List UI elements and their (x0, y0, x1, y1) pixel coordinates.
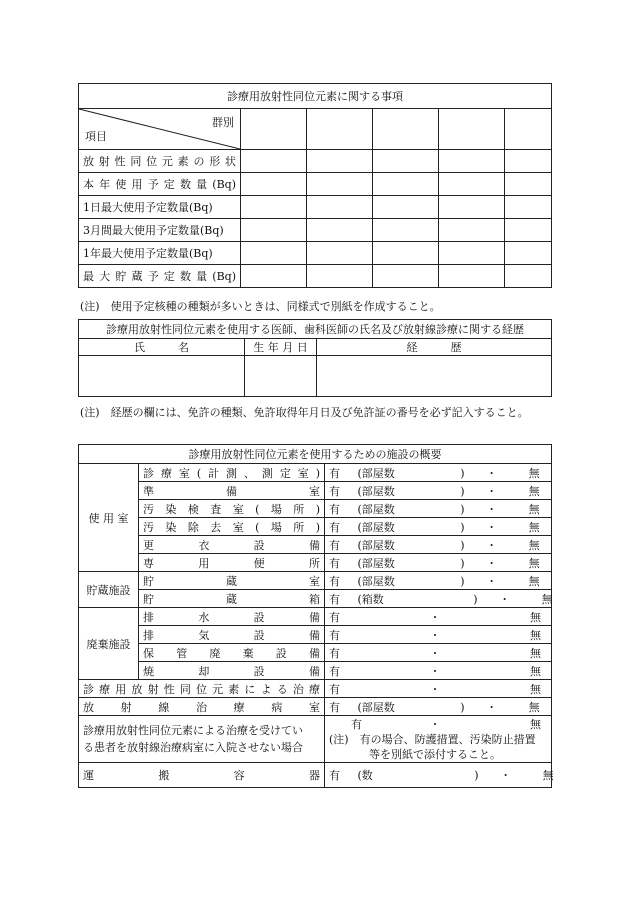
count-option[interactable]: 有 (数 ) ・ 無 (325, 763, 552, 788)
rooms-option[interactable]: 有 (部屋数 ) ・ 無 (325, 482, 552, 500)
rooms-option[interactable]: 有 (部屋数 ) ・ 無 (325, 554, 552, 572)
treatment-label: 診療用放射性同位元素による治療 (79, 680, 325, 698)
input-cell[interactable] (307, 265, 373, 288)
row-label: 1日最大使用予定数量(Bq) (79, 196, 241, 219)
header-item-label: 項目 (85, 130, 107, 143)
input-cell[interactable] (307, 196, 373, 219)
rooms-option[interactable]: 有 (部屋数 ) ・ 無 (325, 572, 552, 590)
group-use-room: 使 用 室 (79, 464, 139, 572)
input-cell[interactable] (373, 173, 439, 196)
physician-table-title: 診療用放射性同位元素を使用する医師、歯科医師の氏名及び放射線診療に関する経歴 (79, 320, 552, 339)
name-input-cell[interactable] (79, 356, 245, 397)
rooms-option[interactable]: 有 (部屋数 ) ・ 無 (325, 500, 552, 518)
note-2: (注) 経歴の欄には、免許の種類、免許取得年月日及び免許証の番号を必ず記入すること。 (80, 406, 529, 419)
col-career-header: 経 歴 (317, 339, 552, 356)
row-label: 放射性同位元素の形状 (79, 150, 241, 173)
birth-input-cell[interactable] (245, 356, 317, 397)
facility-label: 更衣設備 (139, 536, 325, 554)
facility-label: 貯蔵箱 (139, 590, 325, 608)
input-cell[interactable] (373, 109, 439, 150)
row-label: 本年使用予定数量(Bq) (79, 173, 241, 196)
not-admit-option[interactable]: 有 ・ 無 (注) 有の場合、防護措置、汚染防止措置 等を別紙で添付すること。 (325, 716, 552, 763)
facility-table (78, 444, 552, 788)
input-cell[interactable] (307, 109, 373, 150)
facility-label: 汚染検査室(場所) (139, 500, 325, 518)
input-cell[interactable] (505, 150, 552, 173)
input-cell[interactable] (439, 219, 505, 242)
facility-label: 排気設備 (139, 626, 325, 644)
input-cell[interactable] (505, 109, 552, 150)
input-cell[interactable] (373, 219, 439, 242)
rooms-option[interactable]: 有 (部屋数 ) ・ 無 (325, 698, 552, 716)
input-cell[interactable] (373, 242, 439, 265)
input-cell[interactable] (241, 173, 307, 196)
input-cell[interactable] (505, 196, 552, 219)
facility-label: 保管廃棄設備 (139, 644, 325, 662)
input-cell[interactable] (241, 242, 307, 265)
facility-label: 診療室(計測、測定室) (139, 464, 325, 482)
col-name-header: 氏 名 (79, 339, 245, 356)
input-cell[interactable] (439, 109, 505, 150)
input-cell[interactable] (505, 265, 552, 288)
input-cell[interactable] (439, 242, 505, 265)
career-input-cell[interactable] (317, 356, 552, 397)
rooms-option[interactable]: 有 (部屋数 ) ・ 無 (325, 536, 552, 554)
input-cell[interactable] (505, 173, 552, 196)
row-label: 最大貯蔵予定数量(Bq) (79, 265, 241, 288)
facility-table-title: 診療用放射性同位元素を使用するための施設の概要 (79, 445, 552, 464)
physician-table (78, 319, 552, 397)
input-cell[interactable] (505, 219, 552, 242)
rooms-option[interactable]: 有 (部屋数 ) ・ 無 (325, 518, 552, 536)
input-cell[interactable] (373, 265, 439, 288)
input-cell[interactable] (373, 196, 439, 219)
header-diagonal-cell (79, 109, 241, 150)
facility-label: 焼却設備 (139, 662, 325, 680)
yes-no-option[interactable]: 有 ・ 無 (325, 644, 552, 662)
facility-label: 排水設備 (139, 608, 325, 626)
input-cell[interactable] (439, 150, 505, 173)
input-cell[interactable] (307, 173, 373, 196)
not-admit-label: 診療用放射性同位元素による治療を受けてい る患者を放射線治療病室に入院させない場合 (79, 716, 325, 763)
input-cell[interactable] (505, 242, 552, 265)
input-cell[interactable] (307, 150, 373, 173)
yes-no-option[interactable]: 有 ・ 無 (325, 608, 552, 626)
container-label: 運搬容器 (79, 763, 325, 788)
rooms-option[interactable]: 有 (部屋数 ) ・ 無 (325, 464, 552, 482)
input-cell[interactable] (241, 109, 307, 150)
input-cell[interactable] (241, 265, 307, 288)
note-1: (注) 使用予定核種の種類が多いときは、同様式で別紙を作成すること。 (80, 300, 441, 313)
facility-label: 準備室 (139, 482, 325, 500)
row-label: 1年最大使用予定数量(Bq) (79, 242, 241, 265)
input-cell[interactable] (439, 265, 505, 288)
header-group-label: 群別 (212, 116, 234, 129)
facility-label: 貯蔵室 (139, 572, 325, 590)
facility-label: 専用便所 (139, 554, 325, 572)
input-cell[interactable] (307, 242, 373, 265)
row-label: 3月間最大使用予定数量(Bq) (79, 219, 241, 242)
box-count-option[interactable]: 有 (箱数 ) ・ 無 (325, 590, 552, 608)
facility-label: 汚染除去室(場所) (139, 518, 325, 536)
group-disposal: 廃棄施設 (79, 608, 139, 680)
group-storage: 貯蔵施設 (79, 572, 139, 608)
input-cell[interactable] (241, 196, 307, 219)
yes-no-option[interactable]: 有 ・ 無 (325, 680, 552, 698)
isotope-table-title: 診療用放射性同位元素に関する事項 (79, 84, 552, 109)
input-cell[interactable] (439, 173, 505, 196)
ward-label: 放射線治療病室 (79, 698, 325, 716)
input-cell[interactable] (241, 150, 307, 173)
not-admit-note: (注) 有の場合、防護措置、汚染防止措置 (329, 732, 536, 746)
yes-no-option[interactable]: 有 ・ 無 (325, 662, 552, 680)
input-cell[interactable] (241, 219, 307, 242)
col-birth-header: 生 年 月 日 (245, 339, 317, 356)
isotope-table (78, 83, 552, 288)
input-cell[interactable] (373, 150, 439, 173)
yes-no-option[interactable]: 有 ・ 無 (325, 626, 552, 644)
input-cell[interactable] (307, 219, 373, 242)
input-cell[interactable] (439, 196, 505, 219)
